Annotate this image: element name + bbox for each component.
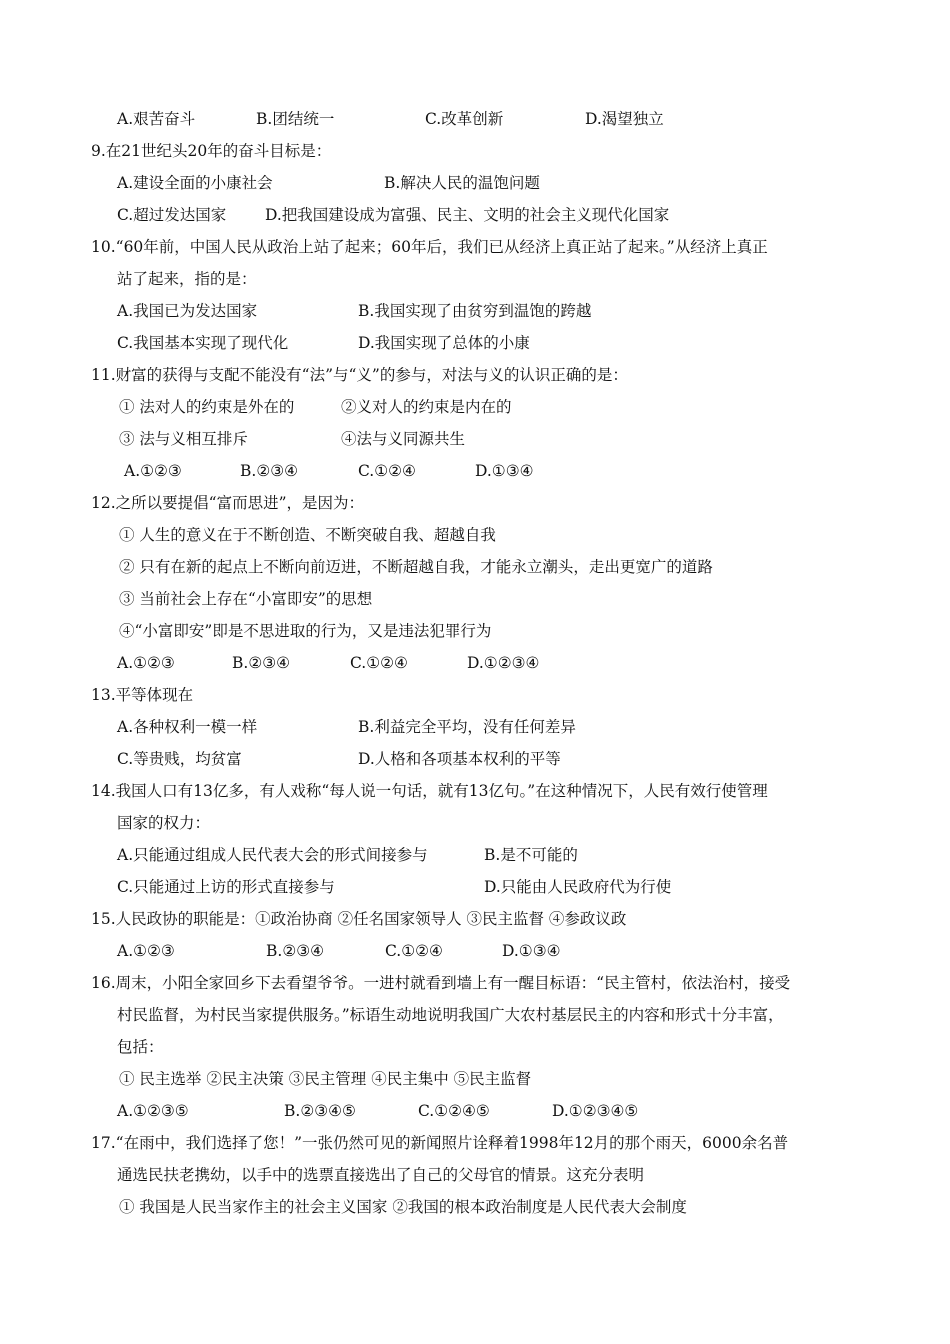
q13-option-b: B.利益完全平均，没有任何差异 (358, 718, 576, 736)
q11-statement-3: ③ 法与义相互排斥 (119, 430, 248, 448)
q10-option-a: A.我国已为发达国家 (117, 302, 258, 320)
q11-statement-4: ④法与义同源共生 (341, 430, 466, 448)
q16-stem-line2: 村民监督，为村民当家提供服务。”标语生动地说明我国广大农村基层民主的内容和形式十分丰富， (117, 1006, 784, 1024)
q12-option-a: A.①②③ (117, 654, 175, 672)
q16-statements: ① 民主选举 ②民主决策 ③民主管理 ④民主集中 ⑤民主监督 (119, 1070, 532, 1088)
q11-option-a: A.①②③ (124, 462, 182, 480)
q8-option-d: D.渴望独立 (585, 110, 664, 128)
q8-option-c: C.改革创新 (425, 110, 504, 128)
q12-statement-4: ④“小富即安”即是不思进取的行为，又是违法犯罪行为 (119, 622, 492, 640)
q11-statement-1: ① 法对人的约束是外在的 (119, 398, 295, 416)
q15-option-c: C.①②④ (385, 942, 443, 960)
q16-stem-line3: 包括： (117, 1038, 164, 1056)
q17-statements: ① 我国是人民当家作主的社会主义国家 ②我国的根本政治制度是人民代表大会制度 (119, 1198, 687, 1216)
q16-option-c: C.①②④⑤ (418, 1102, 490, 1120)
q11-option-b: B.②③④ (240, 462, 299, 480)
q16-option-a: A.①②③⑤ (117, 1102, 189, 1120)
q16-option-b: B.②③④⑤ (284, 1102, 356, 1120)
q16-option-d: D.①②③④⑤ (552, 1102, 639, 1120)
q10-option-b: B.我国实现了由贫穷到温饱的跨越 (358, 302, 592, 320)
q10-option-d: D.我国实现了总体的小康 (358, 334, 530, 352)
q14-stem-line1: 14.我国人口有13亿多，有人戏称“每人说一句话，就有13亿句。”在这种情况下，人民有效行使管理 (91, 782, 768, 800)
q9-option-b: B.解决人民的温饱问题 (384, 174, 540, 192)
q9-option-c: C.超过发达国家 (117, 206, 227, 224)
q9-option-d: D.把我国建设成为富强、民主、文明的社会主义现代化国家 (265, 206, 670, 224)
q11-statement-2: ②义对人的约束是内在的 (341, 398, 512, 416)
q14-option-b: B.是不可能的 (484, 846, 578, 864)
q12-option-c: C.①②④ (350, 654, 408, 672)
q11-option-c: C.①②④ (358, 462, 416, 480)
q10-stem-line1: 10.“60年前，中国人民从政治上站了起来；60年后，我们已从经济上真正站了起来。”从经济上真正 (91, 238, 768, 256)
q12-option-b: B.②③④ (232, 654, 291, 672)
q8-option-b: B.团结统一 (256, 110, 335, 128)
q14-option-c: C.只能通过上访的形式直接参与 (117, 878, 335, 896)
q13-option-a: A.各种权利一模一样 (117, 718, 258, 736)
q16-stem-line1: 16.周末，小阳全家回乡下去看望爷爷。一进村就看到墙上有一醒目标语：“民主管村，依法治村，接受 (91, 974, 791, 992)
q12-statement-1: ① 人生的意义在于不断创造、不断突破自我、超越自我 (119, 526, 496, 544)
q15-option-b: B.②③④ (266, 942, 325, 960)
q10-stem-line2: 站了起来，指的是： (117, 270, 257, 288)
q8-option-a: A.艰苦奋斗 (117, 110, 196, 128)
q14-stem-line2: 国家的权力： (117, 814, 211, 832)
q12-option-d: D.①②③④ (467, 654, 540, 672)
q13-option-d: D.人格和各项基本权利的平等 (358, 750, 561, 768)
q14-option-a: A.只能通过组成人民代表大会的形式间接参与 (117, 846, 428, 864)
q12-statement-3: ③ 当前社会上存在“小富即安”的思想 (119, 590, 373, 608)
q15-stem: 15.人民政协的职能是：①政治协商 ②任名国家领导人 ③民主监督 ④参政议政 (91, 910, 627, 928)
q17-stem-line2: 通选民扶老携幼，以手中的选票直接选出了自己的父母官的情景。这充分表明 (117, 1166, 645, 1184)
q15-option-d: D.①③④ (502, 942, 561, 960)
q14-option-d: D.只能由人民政府代为行使 (484, 878, 672, 896)
q9-stem: 9.在21世纪头20年的奋斗目标是： (91, 142, 332, 160)
q9-option-a: A.建设全面的小康社会 (117, 174, 273, 192)
q13-stem: 13.平等体现在 (91, 686, 194, 704)
q12-stem: 12.之所以要提倡“富而思进”，是因为： (91, 494, 364, 512)
q11-stem: 11.财富的获得与支配不能没有“法”与“义”的参与，对法与义的认识正确的是： (91, 366, 628, 384)
q13-option-c: C.等贵贱，均贫富 (117, 750, 242, 768)
q11-option-d: D.①③④ (475, 462, 534, 480)
q10-option-c: C.我国基本实现了现代化 (117, 334, 289, 352)
q15-option-a: A.①②③ (117, 942, 175, 960)
q17-stem-line1: 17.“在雨中，我们选择了您！”一张仍然可见的新闻照片诠释着1998年12月的那个雨天，6000余名普 (91, 1134, 789, 1152)
q12-statement-2: ② 只有在新的起点上不断向前迈进，不断超越自我，才能永立潮头，走出更宽广的道路 (119, 558, 713, 576)
